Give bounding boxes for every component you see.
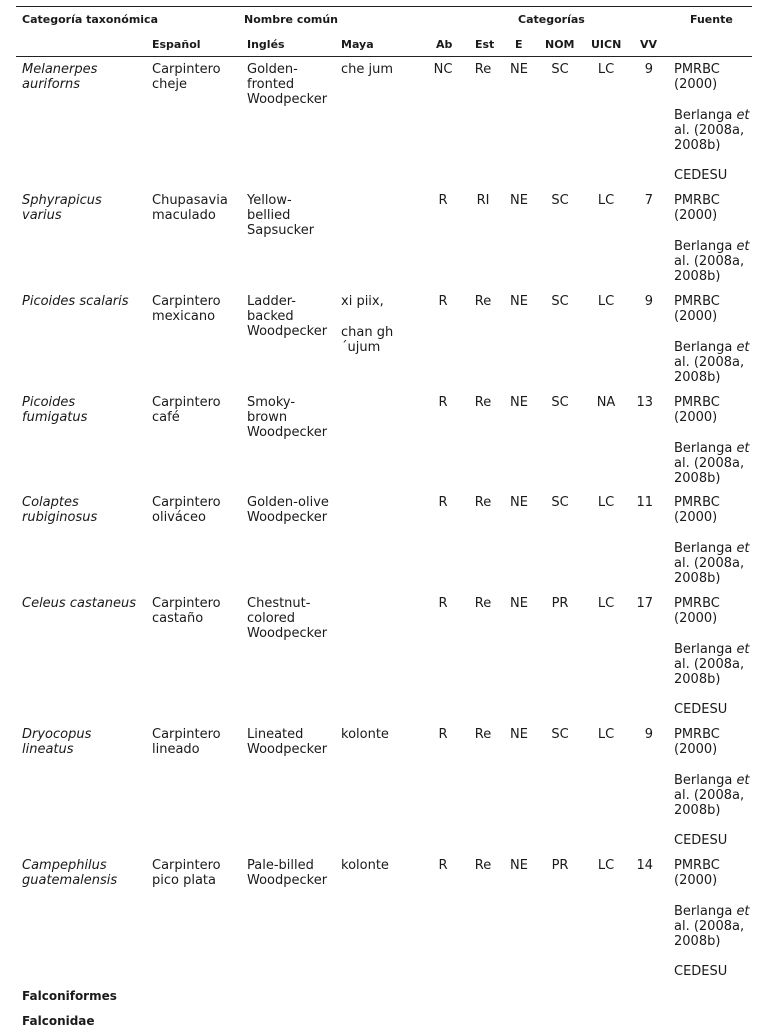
source-line: CEDESU [674,964,728,979]
source-line: Berlanga et al. (2008a, 2008b) [674,441,750,487]
ab-value: R [438,294,448,309]
est-value: Re [474,395,492,410]
spanish-name: Chupasavia maculado [152,193,228,224]
maya-name: kolonte [341,727,389,742]
ab-value: R [438,395,448,410]
vv-value: 7 [644,193,653,208]
uicn-value: LC [597,294,615,309]
vv-value: 14 [636,858,653,873]
source-line: PMRBC (2000) [674,395,720,426]
est-value: Re [474,62,492,77]
header-taxonomic-category: Categoría taxonómica [22,13,158,26]
species-name: Colaptes rubiginosus [22,495,98,526]
vv-value: 17 [636,596,653,611]
e-value: NE [510,62,528,77]
english-name: Lineated Woodpecker [247,727,328,758]
maya-name: kolonte [341,858,389,873]
species-name: Melanerpes auriforns [22,62,98,93]
source-line: Berlanga et al. (2008a, 2008b) [674,541,750,587]
nom-value: PR [551,858,569,873]
spanish-name: Carpintero cheje [152,62,221,93]
source-line: PMRBC (2000) [674,193,720,224]
nom-value: SC [551,395,569,410]
source-line: PMRBC (2000) [674,495,720,526]
est-value: Re [474,294,492,309]
vv-value: 9 [644,727,653,742]
header-e: E [515,38,523,51]
e-value: NE [510,596,528,611]
english-name: Golden-fronted Woodpecker [247,62,328,108]
header-spanish: Español [152,38,201,51]
est-value: Re [474,596,492,611]
e-value: NE [510,294,528,309]
source-line: Berlanga et al. (2008a, 2008b) [674,642,750,688]
source-line: PMRBC (2000) [674,858,720,889]
group-order: Falconiformes [22,989,117,1003]
ab-value: R [438,193,448,208]
est-value: Re [474,727,492,742]
group-family: Falconidae [22,1014,95,1028]
source-line: CEDESU [674,702,728,717]
source-line: Berlanga et al. (2008a, 2008b) [674,773,750,819]
source-line: PMRBC (2000) [674,596,720,627]
e-value: NE [510,858,528,873]
maya-name: xi piix, [341,294,384,309]
header-source: Fuente [690,13,733,26]
e-value: NE [510,193,528,208]
uicn-value: NA [596,395,616,410]
uicn-value: LC [597,193,615,208]
uicn-value: LC [597,727,615,742]
spanish-name: Carpintero lineado [152,727,221,758]
header-est: Est [475,38,495,51]
header-uicn: UICN [591,38,622,51]
header-english: Inglés [247,38,285,51]
english-name: Yellow-bellied Sapsucker [247,193,315,239]
uicn-value: LC [597,858,615,873]
species-name: Picoides fumigatus [22,395,88,426]
spanish-name: Carpintero mexicano [152,294,221,325]
source-line: CEDESU [674,833,728,848]
vv-value: 9 [644,294,653,309]
maya-name: che jum [341,62,394,77]
ab-value: R [438,727,448,742]
header-nom: NOM [545,38,575,51]
nom-value: SC [551,193,569,208]
english-name: Ladder-backed Woodpecker [247,294,328,340]
header-categories: Categorías [518,13,585,26]
e-value: NE [510,727,528,742]
header-vv: VV [640,38,658,51]
english-name: Chestnut-colored Woodpecker [247,596,328,642]
spanish-name: Carpintero pico plata [152,858,221,889]
species-name: Campephilus guatemalensis [22,858,118,889]
source-line: Berlanga et al. (2008a, 2008b) [674,340,750,386]
source-line: PMRBC (2000) [674,727,720,758]
source-line: Berlanga et al. (2008a, 2008b) [674,239,750,285]
header-maya: Maya [341,38,374,51]
source-line: PMRBC (2000) [674,294,720,325]
source-line: CEDESU [674,168,728,183]
ab-value: R [438,495,448,510]
header-ab: Ab [436,38,453,51]
nom-value: SC [551,727,569,742]
vv-value: 9 [644,62,653,77]
english-name: Golden-olive Woodpecker [247,495,329,526]
maya-name-alt: chan gh´ujum [341,325,394,356]
est-value: Re [474,495,492,510]
source-line: Berlanga et al. (2008a, 2008b) [674,904,750,950]
ab-value: R [438,858,448,873]
uicn-value: LC [597,495,615,510]
vv-value: 13 [636,395,653,410]
species-name: Sphyrapicus varius [22,193,102,224]
ab-value: NC [433,62,453,77]
vv-value: 11 [636,495,653,510]
nom-value: PR [551,596,569,611]
nom-value: SC [551,294,569,309]
species-name: Celeus castaneus [22,596,137,611]
uicn-value: LC [597,596,615,611]
spanish-name: Carpintero café [152,395,221,426]
uicn-value: LC [597,62,615,77]
english-name: Smoky-brown Woodpecker [247,395,328,441]
species-name: Picoides scalaris [22,294,129,309]
table-header-rule [16,56,752,57]
spanish-name: Carpintero castaño [152,596,221,627]
nom-value: SC [551,495,569,510]
e-value: NE [510,395,528,410]
species-name: Dryocopus lineatus [22,727,92,758]
est-value: RI [476,193,490,208]
source-line: Berlanga et al. (2008a, 2008b) [674,108,750,154]
ab-value: R [438,596,448,611]
est-value: Re [474,858,492,873]
spanish-name: Carpintero oliváceo [152,495,221,526]
e-value: NE [510,495,528,510]
header-common-name: Nombre común [244,13,339,26]
english-name: Pale-billed Woodpecker [247,858,328,889]
table-top-rule [16,6,752,7]
nom-value: SC [551,62,569,77]
source-line: PMRBC (2000) [674,62,720,93]
